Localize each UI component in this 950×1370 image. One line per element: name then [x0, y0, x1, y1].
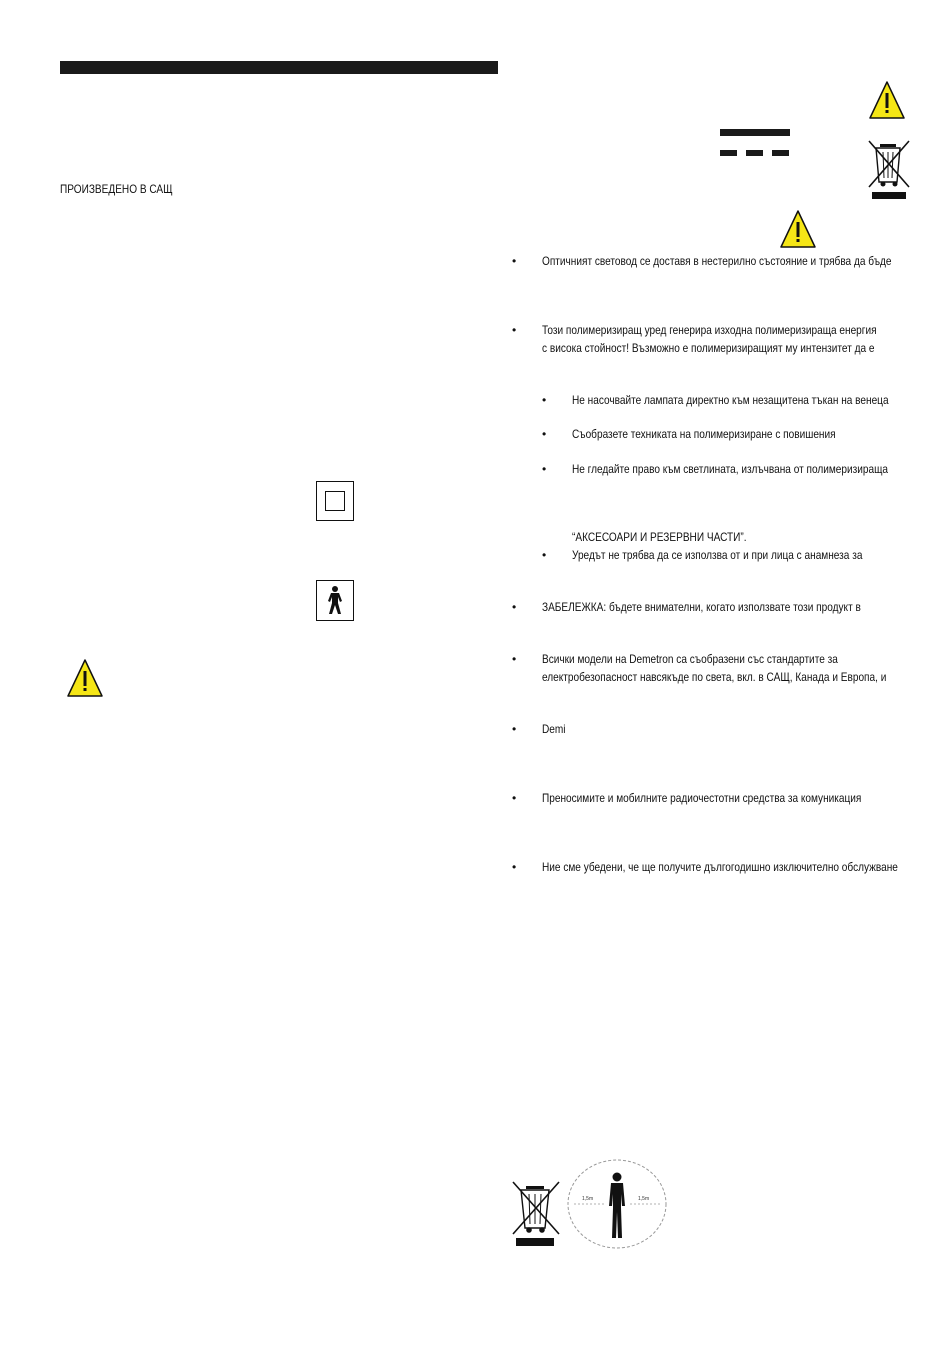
bullet-service: Ние сме убедени, че ще получите дългогодишно изключително обслужване	[542, 860, 898, 874]
warning-triangle-icon	[779, 209, 817, 254]
crossed-bin-icon	[510, 1180, 562, 1253]
accessories-reference: “АКСЕСОАРИ И РЕЗЕРВНИ ЧАСТИ”.	[572, 530, 747, 544]
bullet-demetron-standards-line2: електробезопасност навсякъде по света, вкл. в САЩ, Канада и Европа, и	[542, 670, 887, 684]
bullet-dot: •	[512, 791, 517, 805]
sub-bullet-dot: •	[542, 427, 547, 441]
bullet-note: ЗАБЕЛЕЖКА: бъдете внимателни, когато използвате този продукт в	[542, 600, 861, 614]
sub-bullet-dot: •	[542, 393, 547, 407]
direct-current-icon	[720, 129, 790, 159]
bullet-demi: Demi	[542, 722, 566, 736]
operator-distance-icon	[566, 1158, 668, 1250]
class-ii-icon	[316, 481, 354, 521]
sub-bullet-contraindication: Уредът не трябва да се използва от и при лица с анамнеза за	[572, 548, 863, 562]
warning-triangle-icon	[868, 80, 906, 125]
sub-bullet-dont-look: Не гледайте право към светлината, излъчвана от полимеризираща	[572, 462, 889, 476]
warning-triangle-icon	[66, 658, 104, 703]
bullet-curing-energy-line1: Този полимеризиращ уред генерира изходна полимеризираща енергия	[542, 323, 877, 337]
bullet-curing-energy-line2: с висока стойност! Възможно е полимеризиращият му интензитет да е	[542, 341, 875, 355]
header-bar	[60, 61, 498, 74]
bullet-rf-communication: Преносимите и мобилните радиочестотни средства за комуникация	[542, 791, 862, 805]
sub-bullet-technique: Съобразете техниката на полимеризиране с повишения	[572, 427, 836, 441]
bullet-dot: •	[512, 652, 517, 666]
sub-bullet-gum-tissue: Не насочвайте лампата директно към незащитена тъкан на венеца	[572, 393, 889, 407]
bullet-dot: •	[512, 722, 517, 736]
bullet-dot: •	[512, 600, 517, 614]
crossed-bin-icon	[866, 138, 912, 205]
bullet-dot: •	[512, 254, 517, 268]
bullet-dot: •	[512, 323, 517, 337]
bullet-dot: •	[512, 860, 517, 874]
bullet-demetron-standards-line1: Всички модели на Demetron са съобразени със стандартите за	[542, 652, 838, 666]
made-in-usa-label: ПРОИЗВЕДЕНО В САЩ	[60, 182, 173, 196]
distance-label-right: 1,5m	[638, 1196, 650, 1202]
sub-bullet-dot: •	[542, 462, 547, 476]
bullet-optical-guide: Оптичният световод се доставя в нестерилно състояние и трябва да бъде	[542, 254, 892, 268]
sub-bullet-dot: •	[542, 548, 547, 562]
type-bf-icon	[316, 580, 354, 621]
distance-label-left: 1,5m	[582, 1196, 594, 1202]
